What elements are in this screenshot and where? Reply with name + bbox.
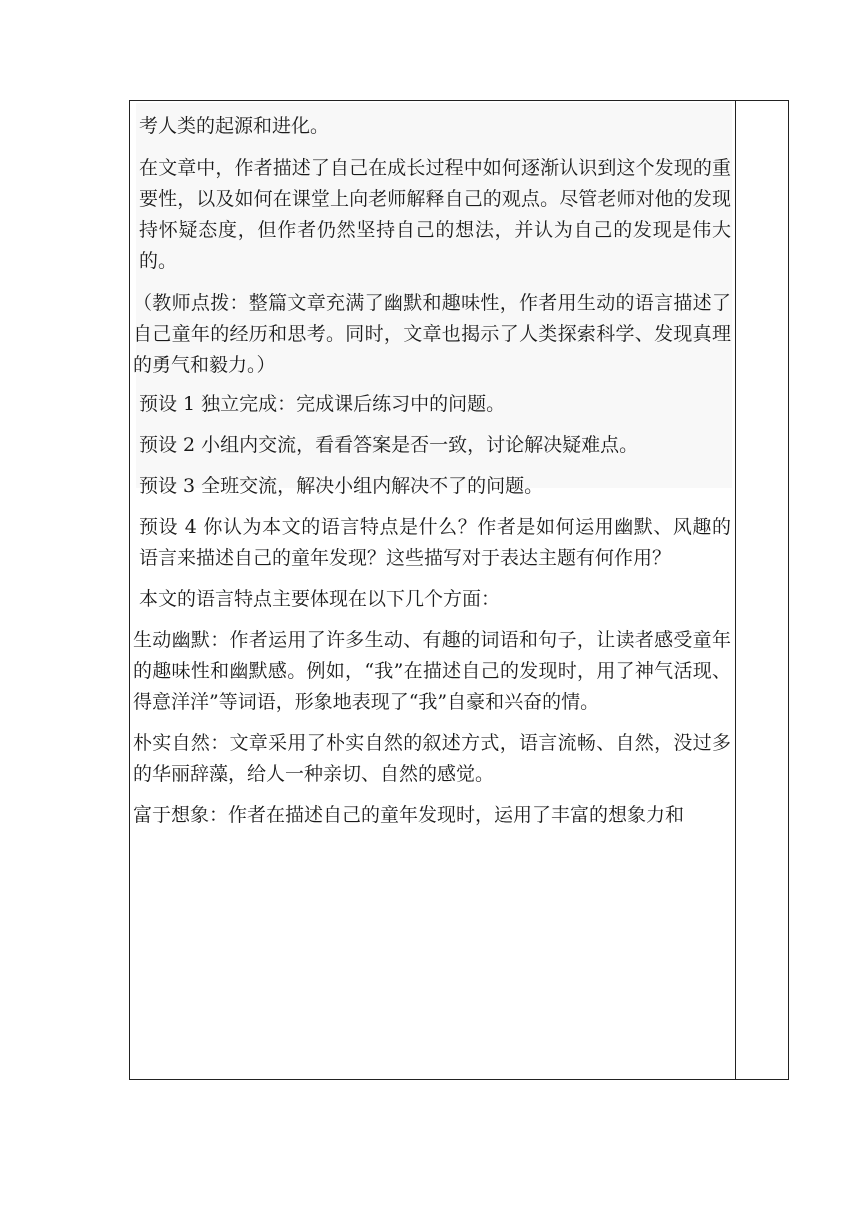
paragraph-origin: 考人类的起源和进化。 bbox=[139, 115, 330, 137]
lesson-table bbox=[129, 100, 789, 1080]
paragraph-preset-4: 预设 4 你认为本文的语言特点是什么？作者是如何运用幽默、风趣的语言来描述自己的童年发现？这些描写对于表达主题有何作用？ bbox=[139, 516, 731, 569]
lesson-content-cell bbox=[133, 111, 731, 831]
paragraph-feature-humor: 生动幽默：作者运用了许多生动、有趣的词语和句子，让读者感受童年的趣味性和幽默感。例如，“我”在描述自己的发现时，用了神气活现、得意洋洋”等词语，形象地表现了“我”自豪和兴奋的情。 bbox=[133, 629, 731, 713]
paragraph-preset-2: 预设 2 小组内交流，看看答案是否一致，讨论解决疑难点。 bbox=[139, 434, 639, 456]
paragraph-features-intro: 本文的语言特点主要体现在以下几个方面： bbox=[139, 588, 501, 610]
paragraph-summary: 在文章中，作者描述了自己在成长过程中如何逐渐认识到这个发现的重要性，以及如何在课堂上向老师解释自己的观点。尽管老师对他的发现持怀疑态度，但作者仍然坚持自己的想法，并认为自己的发现是伟大的。 bbox=[139, 157, 731, 272]
paragraph-preset-1: 预设 1 独立完成：完成课后练习中的问题。 bbox=[139, 393, 506, 415]
paragraph-feature-natural: 朴实自然：文章采用了朴实自然的叙述方式，语言流畅、自然，没过多的华丽辞藻，给人一种亲切、自然的感觉。 bbox=[133, 732, 731, 785]
paragraph-teacher-note: （教师点拨：整篇文章充满了幽默和趣味性，作者用生动的语言描述了自己童年的经历和思考。同时，文章也揭示了人类探索科学、发现真理的勇气和毅力。） bbox=[133, 292, 731, 376]
paragraph-preset-3: 预设 3 全班交流，解决小组内解决不了的问题。 bbox=[139, 475, 544, 497]
column-divider bbox=[735, 101, 736, 1079]
paragraph-feature-imagination: 富于想象：作者在描述自己的童年发现时，运用了丰富的想象力和 bbox=[133, 804, 685, 826]
